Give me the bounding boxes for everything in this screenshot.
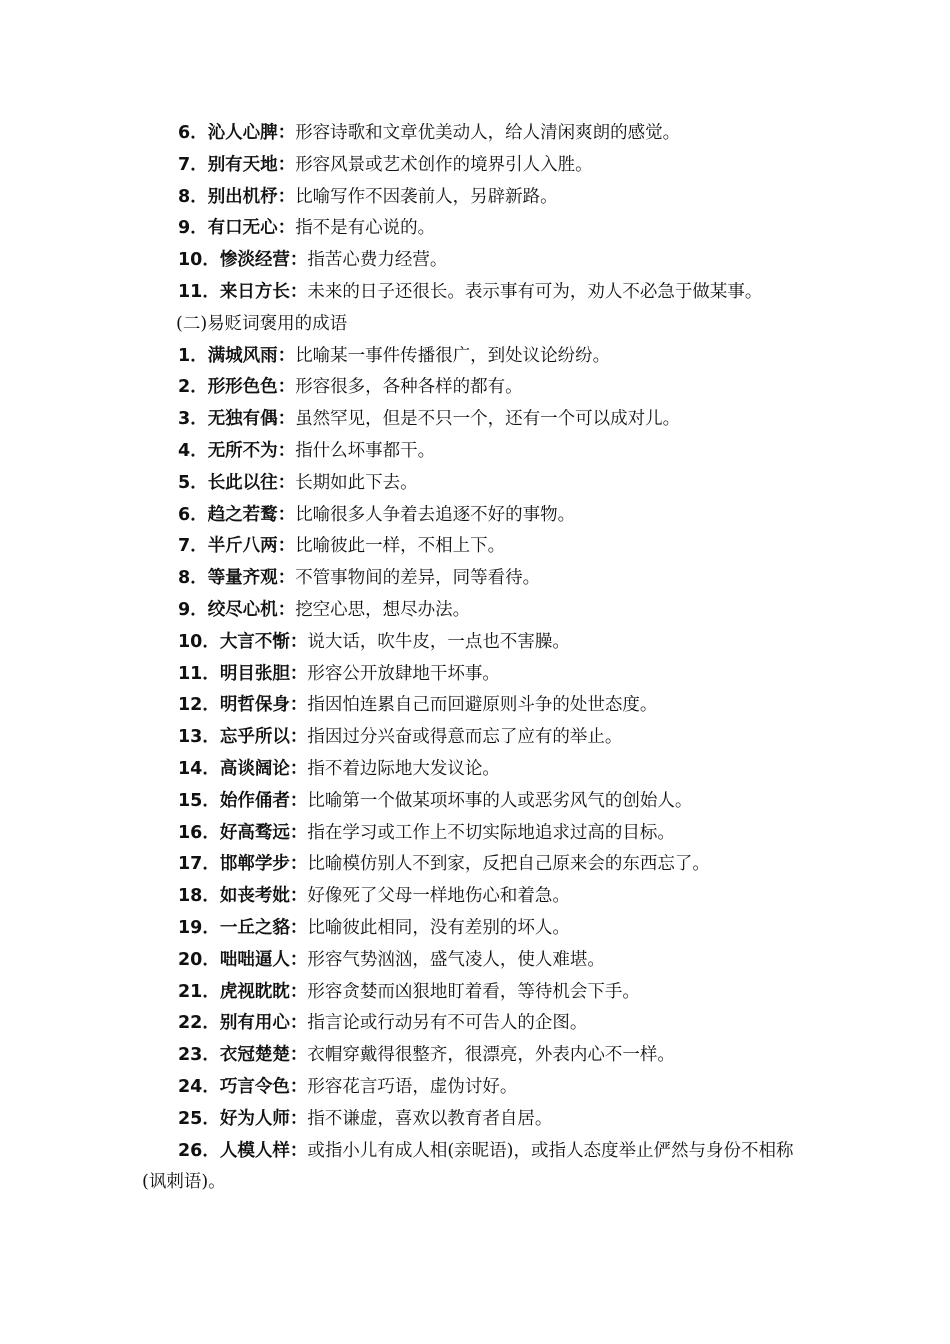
item-number: 5 — [178, 472, 191, 493]
list-item: 20．咄咄逼人：形容气势汹汹，盛气凌人，使人难堪。 — [178, 949, 605, 970]
item-number: 4 — [178, 440, 191, 461]
item-number: 10 — [178, 631, 203, 652]
idiom-definition: 比喻模仿别人不到家，反把自己原来会的东西忘了。 — [307, 854, 710, 875]
item-number: 20 — [178, 949, 203, 970]
idiom-term: 咄咄逼人 — [219, 949, 290, 970]
list-item: 11．明目张胆：形容公开放肆地干坏事。 — [178, 663, 500, 684]
list-item: 1．满城风雨：比喻某一事件传播很广，到处议论纷纷。 — [178, 345, 611, 366]
idiom-term: 好高骛远 — [219, 822, 290, 843]
idiom-definition: 衣帽穿戴得很整齐，很漂亮，外表内心不一样。 — [307, 1045, 675, 1066]
idiom-definition: 形容气势汹汹，盛气凌人，使人难堪。 — [307, 949, 605, 970]
list-item: 13．忘乎所以：指因过分兴奋或得意而忘了应有的举止。 — [178, 727, 623, 748]
idiom-term: 绞尽心机 — [207, 599, 278, 620]
idiom-definition: 指不谦虚，喜欢以教育者自居。 — [307, 1108, 553, 1129]
idiom-term: 长此以往 — [207, 472, 278, 493]
item-number: 24 — [178, 1076, 203, 1097]
idiom-definition: 比喻第一个做某项坏事的人或恶劣风气的创始人。 — [307, 790, 693, 811]
idiom-term: 别有用心 — [219, 1013, 290, 1034]
item-number: 7 — [178, 536, 191, 557]
list-item: 9．绞尽心机：挖空心思，想尽办法。 — [178, 599, 471, 620]
list-item: 7．别有天地：形容风景或艺术创作的境界引人入胜。 — [178, 154, 593, 175]
idiom-term: 惨淡经营 — [219, 250, 290, 271]
idiom-definition: 形容公开放肆地干坏事。 — [307, 663, 500, 684]
idiom-definition: 不管事物间的差异，同等看待。 — [295, 568, 541, 589]
idiom-definition: 指在学习或工作上不切实际地追求过高的目标。 — [307, 822, 675, 843]
item-number: 11 — [178, 663, 203, 684]
list-item: 22．别有用心：指言论或行动另有不可告人的企图。 — [178, 1013, 588, 1034]
item-number: 21 — [178, 981, 203, 1002]
idiom-definition: 指因怕连累自己而回避原则斗争的处世态度。 — [307, 695, 658, 716]
list-item: 25．好为人师：指不谦虚，喜欢以教育者自居。 — [178, 1108, 553, 1129]
item-number: 7 — [178, 154, 191, 175]
item-number: 12 — [178, 695, 203, 716]
idiom-definition: 形容诗歌和文章优美动人，给人清闲爽朗的感觉。 — [295, 123, 681, 143]
item-number: 9 — [178, 599, 191, 620]
idiom-term: 半斤八两 — [207, 536, 278, 557]
idiom-term: 明哲保身 — [219, 695, 290, 716]
list-item: 9．有口无心：指不是有心说的。 — [178, 218, 436, 239]
idiom-definition: 未来的日子还很长。表示事有可为，劝人不必急于做某事。 — [307, 281, 763, 302]
item-number: 16 — [178, 822, 203, 843]
list-item: 12．明哲保身：指因怕连累自己而回避原则斗争的处世态度。 — [178, 695, 658, 716]
idiom-term: 一丘之貉 — [219, 917, 290, 938]
item-number: 10 — [178, 250, 203, 271]
item-number: 22 — [178, 1013, 203, 1034]
list-item: 15．始作俑者：比喻第一个做某项坏事的人或恶劣风气的创始人。 — [178, 790, 693, 811]
item-number: 2 — [178, 377, 191, 398]
list-item: 14．高谈阔论：指不着边际地大发议论。 — [178, 758, 500, 779]
item-number: 1 — [178, 345, 191, 366]
item-number: 3 — [178, 409, 191, 430]
list-item: 6．趋之若鹜：比喻很多人争着去追逐不好的事物。 — [178, 504, 576, 525]
idiom-definition: 指不着边际地大发议论。 — [307, 758, 500, 779]
item-number: 18 — [178, 886, 203, 907]
idiom-term: 忘乎所以 — [219, 727, 290, 748]
list-item: 4．无所不为：指什么坏事都干。 — [178, 440, 436, 461]
item-number: 13 — [178, 727, 203, 748]
list-item: 21．虎视眈眈：形容贪婪而凶狠地盯着看，等待机会下手。 — [178, 981, 640, 1002]
item-number: 23 — [178, 1045, 203, 1066]
idiom-term: 无独有偶 — [207, 409, 278, 430]
idiom-term: 衣冠楚楚 — [219, 1045, 290, 1066]
idiom-definition: 比喻彼此相同，没有差别的坏人。 — [307, 917, 570, 938]
idiom-term: 邯郸学步 — [219, 854, 290, 875]
idiom-definition: 指不是有心说的。 — [295, 218, 436, 239]
section-heading: (二)易贬词褒用的成语 — [176, 313, 348, 334]
idiom-definition: 形容花言巧语，虚伪讨好。 — [307, 1076, 518, 1097]
idiom-definition: 指苦心费力经营。 — [307, 250, 448, 271]
item-number: 14 — [178, 758, 203, 779]
idiom-definition: 虽然罕见，但是不只一个，还有一个可以成对儿。 — [295, 409, 681, 430]
item-number: 15 — [178, 790, 203, 811]
idiom-term: 巧言令色 — [219, 1076, 290, 1097]
list-item: 17．邯郸学步：比喻模仿别人不到家，反把自己原来会的东西忘了。 — [178, 854, 710, 875]
list-item: 8．等量齐观：不管事物间的差异，同等看待。 — [178, 568, 541, 589]
idiom-definition: 形容贪婪而凶狠地盯着看，等待机会下手。 — [307, 981, 640, 1002]
item-number: 8 — [178, 568, 191, 589]
idiom-term: 有口无心 — [207, 218, 278, 239]
item-number: 6 — [178, 123, 191, 143]
idiom-definition: 说大话，吹牛皮，一点也不害臊。 — [307, 631, 570, 652]
list-item: 16．好高骛远：指在学习或工作上不切实际地追求过高的目标。 — [178, 822, 675, 843]
idiom-term: 来日方长 — [219, 281, 290, 302]
item-number: 6 — [178, 504, 191, 525]
idiom-term: 形形色色 — [207, 377, 278, 398]
idiom-term: 沁人心脾 — [207, 123, 278, 143]
list-item: 18．如丧考妣：好像死了父母一样地伤心和着急。 — [178, 886, 570, 907]
document-content — [142, 118, 814, 1199]
idiom-definition: 好像死了父母一样地伤心和着急。 — [307, 886, 570, 907]
list-item: 11．来日方长：未来的日子还很长。表示事有可为，劝人不必急于做某事。 — [178, 281, 763, 302]
item-number: 9 — [178, 218, 191, 239]
idiom-definition: 长期如此下去。 — [295, 472, 418, 493]
idiom-term: 大言不惭 — [219, 631, 290, 652]
list-item: 10．惨淡经营：指苦心费力经营。 — [178, 250, 448, 271]
idiom-term: 别有天地 — [207, 154, 278, 175]
list-item: 24．巧言令色：形容花言巧语，虚伪讨好。 — [178, 1076, 518, 1097]
item-number: 26 — [178, 1140, 203, 1161]
list-item: 8．别出机杼：比喻写作不因袭前人，另辟新路。 — [178, 186, 558, 207]
idiom-definition: 形容很多，各种各样的都有。 — [295, 377, 523, 398]
idiom-definition: 比喻彼此一样，不相上下。 — [295, 536, 506, 557]
idiom-term: 明目张胆 — [219, 663, 290, 684]
list-item: 23．衣冠楚楚：衣帽穿戴得很整齐，很漂亮，外表内心不一样。 — [178, 1045, 675, 1066]
idiom-term: 人模人样 — [219, 1140, 290, 1161]
idiom-term: 等量齐观 — [207, 568, 278, 589]
list-item: 26．人模人样：或指小儿有成人相(亲昵语)，或指人态度举止俨然与身份不相称(讽刺语)。 — [142, 1140, 794, 1193]
list-item: 6．沁人心脾：形容诗歌和文章优美动人，给人清闲爽朗的感觉。 — [178, 123, 681, 143]
list-item: 2．形形色色：形容很多，各种各样的都有。 — [178, 377, 523, 398]
idiom-term: 满城风雨 — [207, 345, 278, 366]
idiom-term: 高谈阔论 — [219, 758, 290, 779]
list-item: 3．无独有偶：虽然罕见，但是不只一个，还有一个可以成对儿。 — [178, 409, 681, 430]
idiom-term: 无所不为 — [207, 440, 278, 461]
list-item: 7．半斤八两：比喻彼此一样，不相上下。 — [178, 536, 506, 557]
item-number: 25 — [178, 1108, 203, 1129]
idiom-term: 好为人师 — [219, 1108, 290, 1129]
idiom-definition: 形容风景或艺术创作的境界引人入胜。 — [295, 154, 593, 175]
list-item: 5．长此以往：长期如此下去。 — [178, 472, 418, 493]
item-number: 17 — [178, 854, 203, 875]
idiom-term: 始作俑者 — [219, 790, 290, 811]
item-number: 11 — [178, 281, 203, 302]
idiom-term: 趋之若鹜 — [207, 504, 278, 525]
idiom-definition: 指什么坏事都干。 — [295, 440, 436, 461]
list-item: 19．一丘之貉：比喻彼此相同，没有差别的坏人。 — [178, 917, 570, 938]
idiom-definition: 比喻某一事件传播很广，到处议论纷纷。 — [295, 345, 611, 366]
idiom-term: 如丧考妣 — [219, 886, 290, 907]
idiom-term: 虎视眈眈 — [219, 981, 290, 1002]
idiom-definition: 比喻写作不因袭前人，另辟新路。 — [295, 186, 558, 207]
idiom-definition: 指言论或行动另有不可告人的企图。 — [307, 1013, 588, 1034]
idiom-term: 别出机杼 — [207, 186, 278, 207]
idiom-definition: 挖空心思，想尽办法。 — [295, 599, 471, 620]
list-item: 10．大言不惭：说大话，吹牛皮，一点也不害臊。 — [178, 631, 570, 652]
item-number: 8 — [178, 186, 191, 207]
idiom-definition: 比喻很多人争着去追逐不好的事物。 — [295, 504, 576, 525]
idiom-definition: 指因过分兴奋或得意而忘了应有的举止。 — [307, 727, 623, 748]
item-number: 19 — [178, 917, 203, 938]
idiom-definition: 或指小儿有成人相(亲昵语)，或指人态度举止俨然与身份不相称(讽刺语)。 — [142, 1140, 794, 1193]
